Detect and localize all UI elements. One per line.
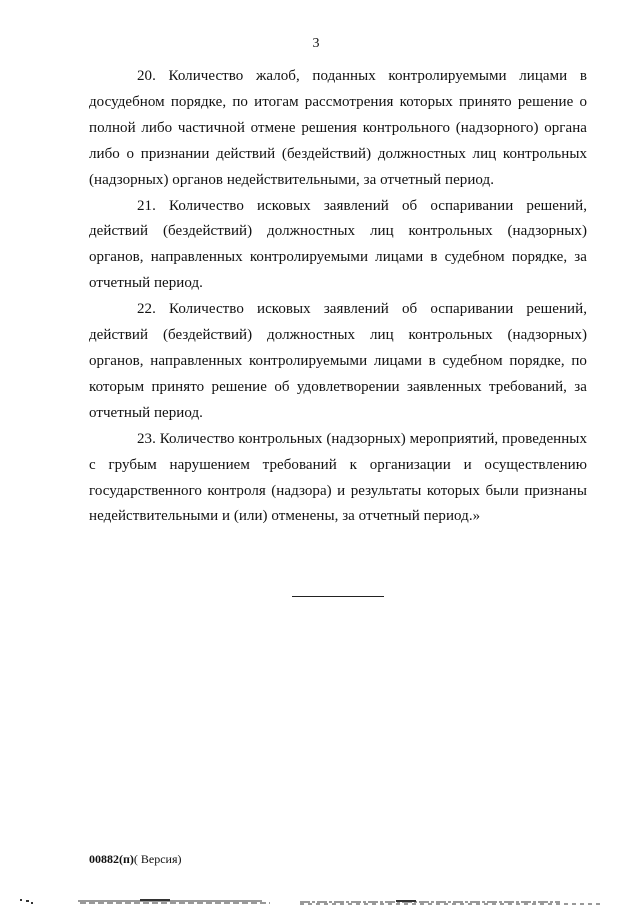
footer-code: 00882(п) (89, 852, 134, 866)
scan-artifact-strip (0, 884, 632, 905)
paragraph-item-21: 21. Количество исковых заявлений об оспаривании решений, действий (бездействий) должностных лиц контрольных (надзорных) органов, направленных контролируемыми лицами в судебном порядке, за отчетный период. (89, 197, 587, 292)
document-body (89, 64, 587, 530)
footer-document-code (89, 852, 182, 867)
footer-version: ( Версия) (133, 852, 182, 866)
page-number: 3 (312, 36, 320, 51)
paragraph-item-23: 23. Количество контрольных (надзорных) мероприятий, проведенных с грубым нарушением требований к организации и осуществлению государственного контроля (надзора) и результаты которых были признаны недействительными и (или) отменены, за отчетный период.» (89, 430, 587, 525)
paragraph-item-22: 22. Количество исковых заявлений об оспаривании решений, действий (бездействий) должностных лиц контрольных (надзорных) органов, направленных контролируемыми лицами в судебном порядке, по которым принято решение об удовлетворении заявленных требований, за отчетный период. (89, 301, 587, 421)
paragraph-item-20: 20. Количество жалоб, поданных контролируемыми лицами в досудебном порядке, по итогам рассмотрения которых принято решение о полной либо частичной отмене решения контрольного (надзорного) органа либо о признании действий (бездействий) должностных лиц контрольных (надзорных) органов недействительными, за отчетный период. (89, 68, 587, 188)
closing-divider-line (292, 596, 384, 597)
